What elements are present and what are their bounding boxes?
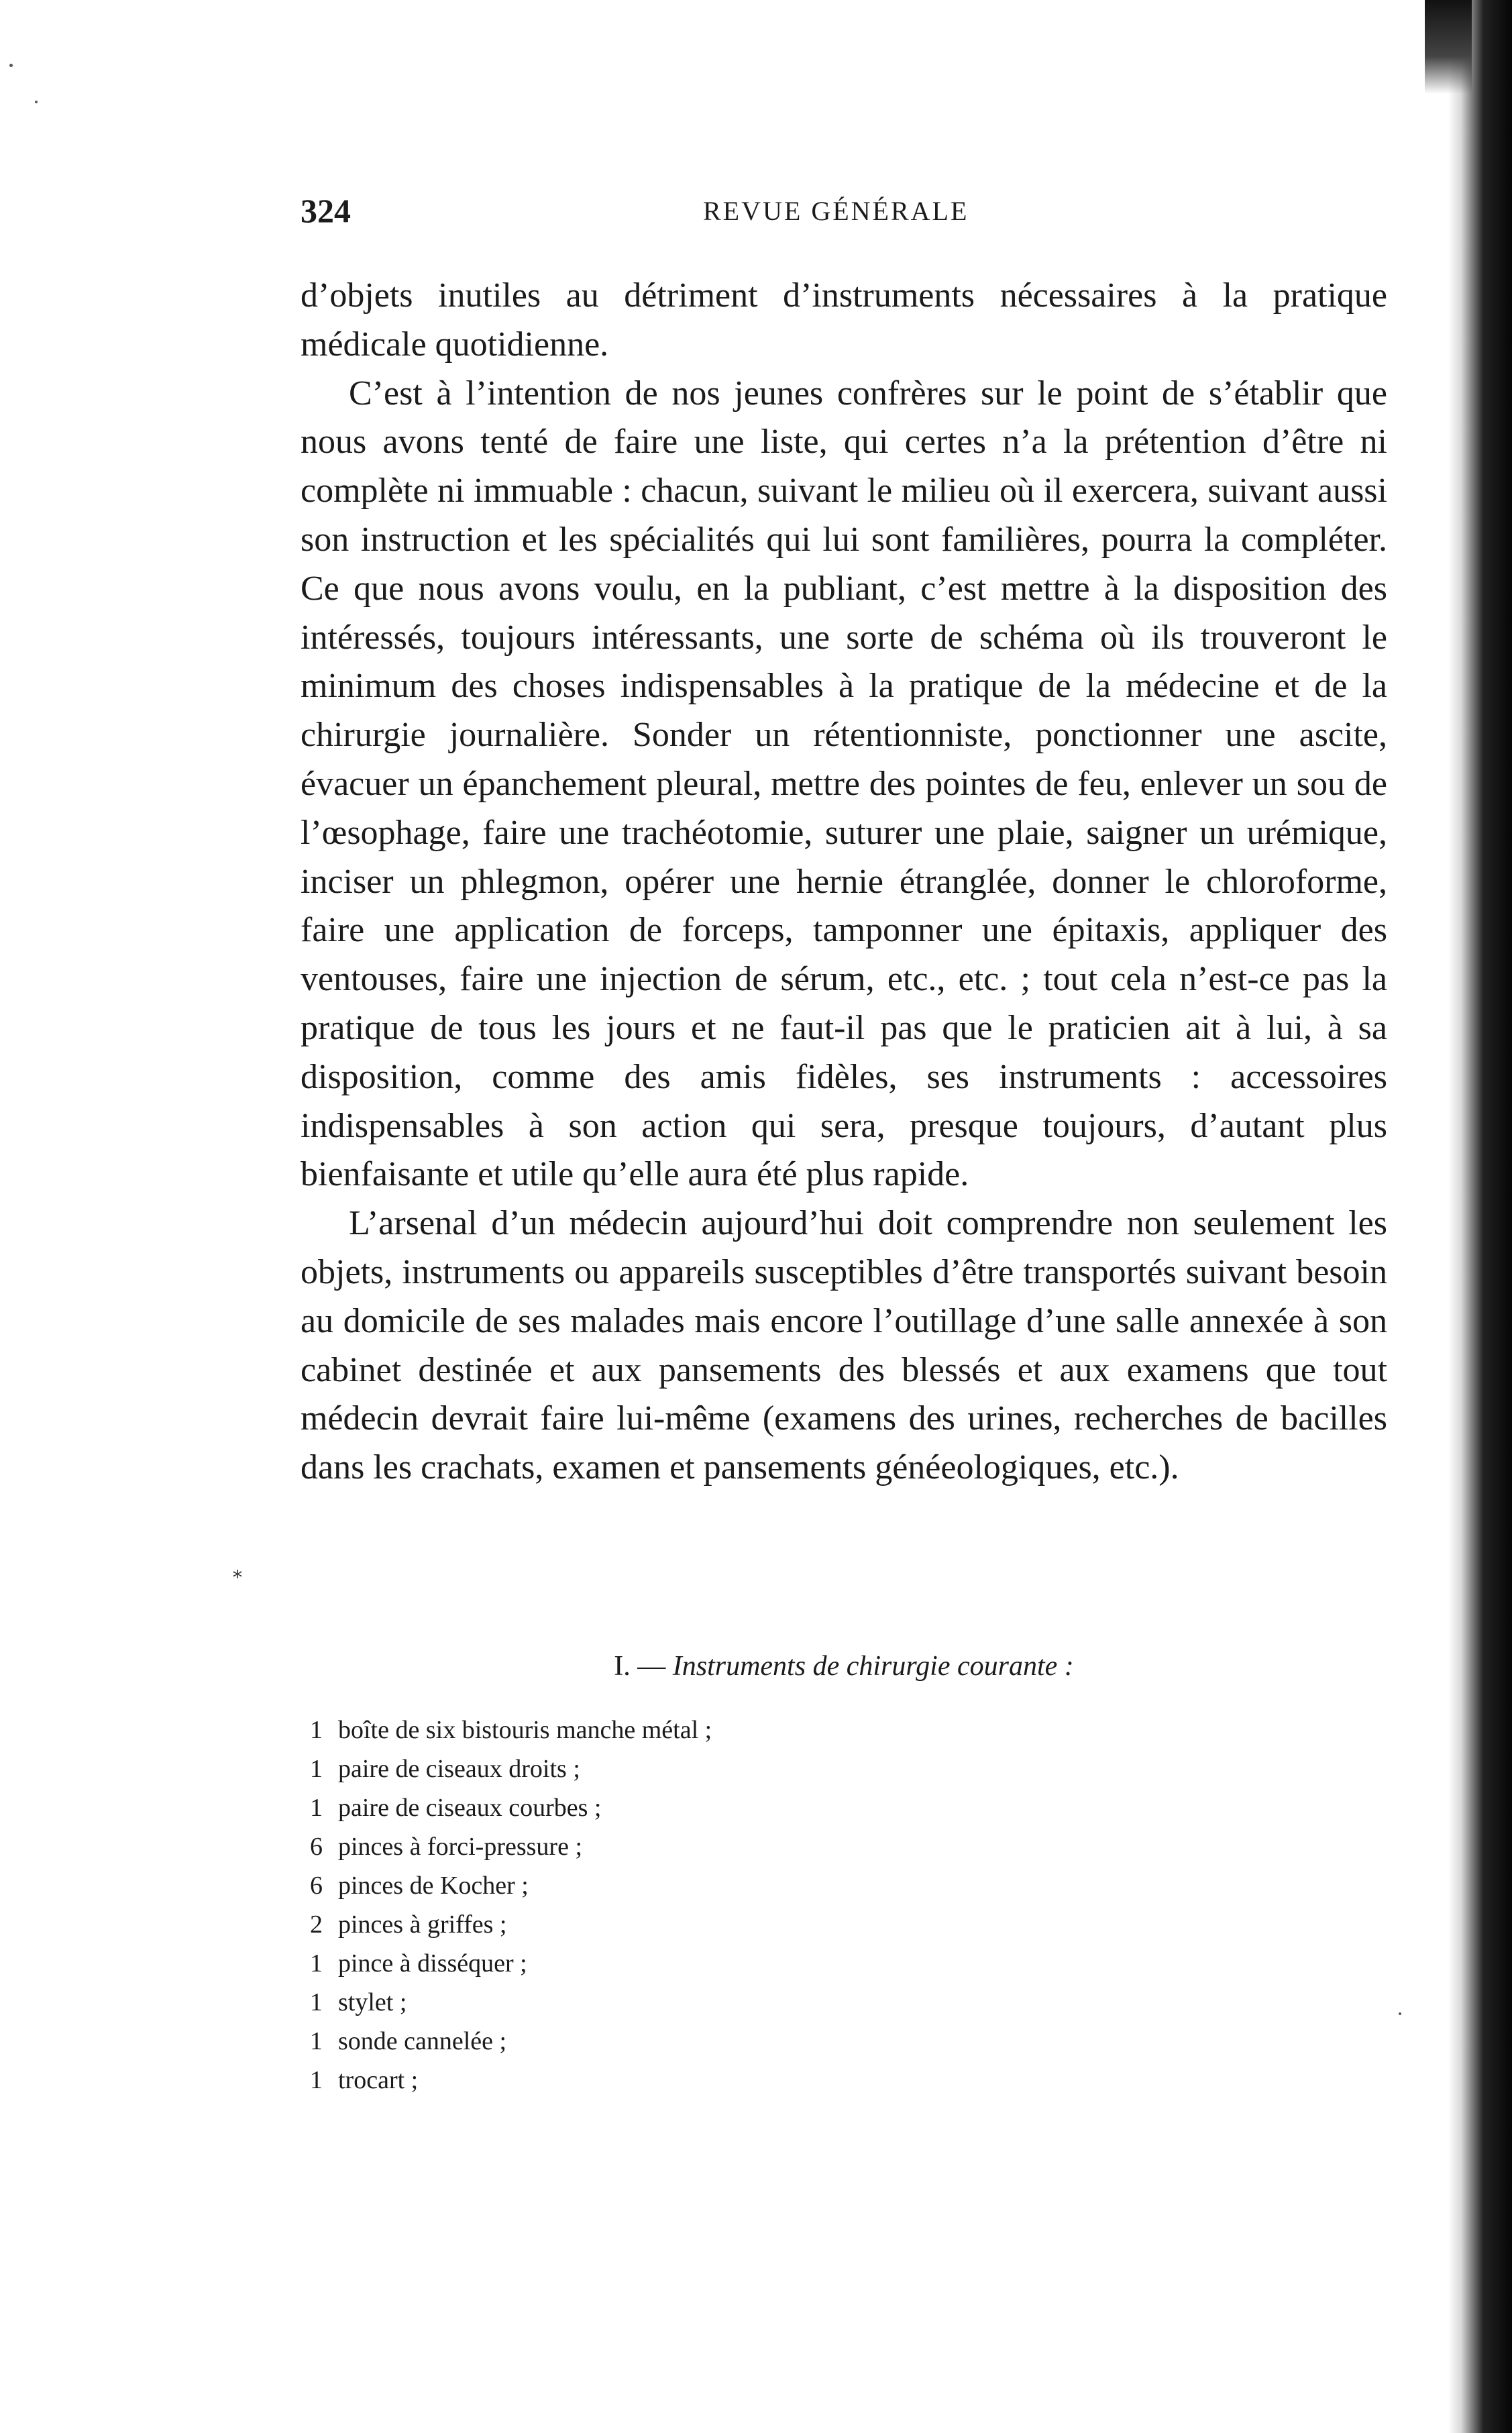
running-head: REVUE GÉNÉRALE <box>703 196 969 226</box>
section-heading: Instruments de chirurgie courante : <box>672 1651 1074 1682</box>
list-item <box>310 1905 1115 1944</box>
item-quantity: 1 <box>310 1794 323 1822</box>
list-item <box>310 2061 1115 2100</box>
item-label: trocart ; <box>338 2066 419 2094</box>
page-header <box>301 191 1387 238</box>
item-quantity: 2 <box>310 1910 323 1939</box>
item-label: stylet ; <box>338 1988 407 2016</box>
item-label: pinces de Kocher ; <box>338 1872 529 1900</box>
margin-mark: * <box>233 1566 242 1588</box>
scan-corner-shadow <box>1425 0 1472 94</box>
item-label: pince à disséquer ; <box>338 1949 527 1978</box>
item-quantity: 1 <box>310 1755 323 1783</box>
item-quantity: 1 <box>310 1716 323 1744</box>
page-number: 324 <box>301 192 351 229</box>
list-item <box>310 1866 1115 1905</box>
item-label: pinces à griffes ; <box>338 1910 507 1939</box>
section-number: I. — <box>614 1651 673 1682</box>
item-quantity: 1 <box>310 1949 323 1978</box>
item-label: pinces à forci-pressure ; <box>338 1833 583 1861</box>
item-quantity: 1 <box>310 2027 323 2055</box>
list-item <box>310 1944 1115 1983</box>
paragraph: C’est à l’intention de nos jeunes confrères sur le point de s’établir que nous avons tenté de faire une liste, qui certes n’a la prétention d’être ni complète ni immuable : chacun, suivant le milieu où il exercera, suivant aussi son instruction et les spécialités qui lui sont familières, pourra la compléter. Ce que nous avons voulu, en la publiant, c’est mettre à la disposition des intéressés, toujours intéressants, une sorte de schéma où ils trouveront le minimum des choses indispensables à la pratique de la médecine et de la chirurgie journalière. Sonder un rétentionniste, ponctionner une ascite, évacuer un épanchement pleural, mettre des pointes de feu, enlever un sou de l’œsophage, faire une trachéotomie, suturer une plaie, saigner un urémique, inciser un phlegmon, opérer une hernie étranglée, donner le chloroforme, faire une application de forceps, tamponner une épitaxis, appliquer des ventouses, faire une injection de sérum, etc., etc. ; tout cela n’est-ce pas la pratique de tous les jours et ne faut-il pas que le praticien ait à lui, à sa disposition, comme des amis fidèles, ses instruments : accessoires indispensables à son action qui sera, presque toujours, d’autant plus bienfaisante et utile qu’elle aura été plus rapide. <box>301 374 1387 1194</box>
section-title <box>301 1650 1387 1682</box>
list-item <box>310 2022 1115 2061</box>
scan-speck <box>1399 2012 1401 2015</box>
list-item <box>310 1983 1115 2022</box>
body-text <box>301 272 1387 1493</box>
list-item <box>310 1711 1115 1749</box>
scan-speck <box>9 64 13 67</box>
item-quantity: 6 <box>310 1872 323 1900</box>
scan-speck <box>35 101 38 103</box>
item-label: paire de ciseaux droits ; <box>338 1755 580 1783</box>
item-label: boîte de six bistouris manche métal ; <box>338 1716 712 1744</box>
item-quantity: 1 <box>310 2066 323 2094</box>
item-quantity: 6 <box>310 1833 323 1861</box>
instrument-list <box>310 1711 1115 2100</box>
item-label: paire de ciseaux courbes ; <box>338 1794 602 1822</box>
item-quantity: 1 <box>310 1988 323 2016</box>
scan-binding-shadow <box>1448 0 1512 2433</box>
paragraph: d’objets inutiles au détriment d’instruments nécessaires à la pratique médicale quotidienne. <box>301 276 1387 364</box>
item-label: sonde cannelée ; <box>338 2027 507 2055</box>
list-item <box>310 1827 1115 1866</box>
list-item <box>310 1749 1115 1788</box>
paragraph: L’arsenal d’un médecin aujourd’hui doit comprendre non seulement les objets, instruments ou appareils susceptibles d’être transportés suivant besoin au domicile de ses malades mais encore l’outillage d’une salle annexée à son cabinet destinée et aux pansements des blessés et aux examens que tout médecin devrait faire lui-même (examens des urines, recherches de bacilles dans les crachats, examen et pansements généeologiques, etc.). <box>301 1204 1387 1487</box>
list-item <box>310 1788 1115 1827</box>
